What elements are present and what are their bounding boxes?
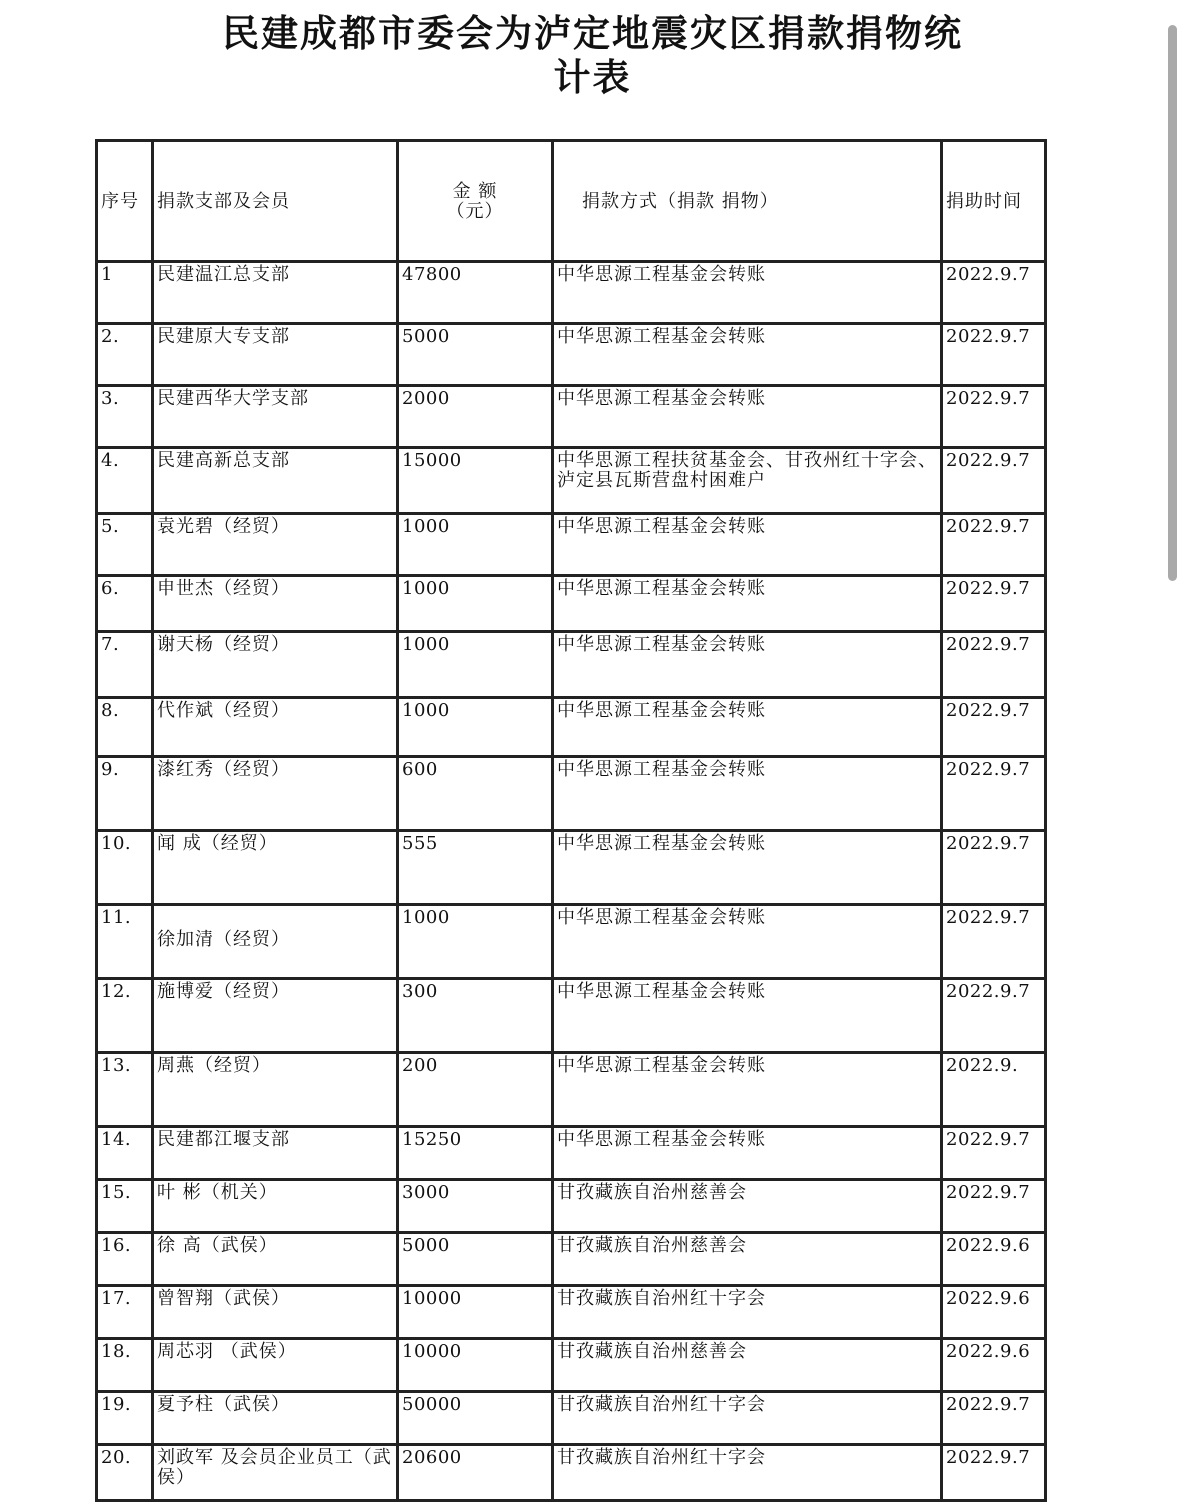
cell-amount: 10000 — [398, 1286, 553, 1339]
cell-index: 7. — [97, 632, 153, 698]
table-row — [97, 1233, 1046, 1286]
cell-date: 2022.9.7 — [942, 698, 1046, 757]
cell-date: 2022.9.6 — [942, 1286, 1046, 1339]
cell-index: 4. — [97, 448, 153, 514]
cell-index: 13. — [97, 1053, 153, 1127]
cell-branch: 周燕（经贸） — [153, 1053, 398, 1127]
table-row — [97, 386, 1046, 448]
cell-amount: 300 — [398, 979, 553, 1053]
table-row — [97, 324, 1046, 386]
cell-index: 10. — [97, 831, 153, 905]
table-row — [97, 1286, 1046, 1339]
table-row — [97, 632, 1046, 698]
cell-branch: 施博爱（经贸） — [153, 979, 398, 1053]
cell-method: 中华思源工程基金会转账 — [553, 514, 942, 576]
cell-method: 中华思源工程基金会转账 — [553, 576, 942, 632]
cell-date: 2022.9.7 — [942, 324, 1046, 386]
header-method: 捐款方式（捐款 捐物） — [553, 141, 942, 262]
table-row — [97, 1339, 1046, 1392]
cell-date: 2022.9.7 — [942, 979, 1046, 1053]
page-title — [0, 12, 1185, 100]
cell-date: 2022.9.7 — [942, 448, 1046, 514]
cell-amount: 1000 — [398, 698, 553, 757]
cell-amount: 600 — [398, 757, 553, 831]
cell-index: 1 — [97, 262, 153, 324]
cell-amount: 47800 — [398, 262, 553, 324]
table-row — [97, 576, 1046, 632]
donation-table — [95, 139, 1047, 1502]
cell-date: 2022.9.7 — [942, 831, 1046, 905]
cell-branch: 夏予柱（武侯） — [153, 1392, 398, 1445]
table-row — [97, 979, 1046, 1053]
cell-amount: 555 — [398, 831, 553, 905]
cell-date: 2022.9.7 — [942, 262, 1046, 324]
header-amount-line1: 金 额 — [452, 181, 498, 202]
cell-branch: 民建温江总支部 — [153, 262, 398, 324]
cell-date: 2022.9. — [942, 1053, 1046, 1127]
table-row — [97, 905, 1046, 979]
cell-method: 甘孜藏族自治州慈善会 — [553, 1339, 942, 1392]
cell-branch: 民建高新总支部 — [153, 448, 398, 514]
cell-date: 2022.9.7 — [942, 576, 1046, 632]
cell-date: 2022.9.7 — [942, 1392, 1046, 1445]
header-amount-line2: （元） — [446, 201, 504, 222]
cell-amount: 15250 — [398, 1127, 553, 1180]
cell-method: 中华思源工程基金会转账 — [553, 386, 942, 448]
title-line-1: 民建成都市委会为泸定地震灾区捐款捐物统 — [222, 12, 963, 55]
cell-method: 中华思源工程基金会转账 — [553, 1127, 942, 1180]
cell-index: 6. — [97, 576, 153, 632]
cell-date: 2022.9.7 — [942, 757, 1046, 831]
table-row — [97, 448, 1046, 514]
cell-date: 2022.9.7 — [942, 1180, 1046, 1233]
header-branch: 捐款支部及会员 — [153, 141, 398, 262]
cell-amount: 3000 — [398, 1180, 553, 1233]
cell-method: 中华思源工程扶贫基金会、甘孜州红十字会、泸定县瓦斯营盘村困难户 — [553, 448, 942, 514]
cell-branch: 叶 彬（机关） — [153, 1180, 398, 1233]
cell-index: 9. — [97, 757, 153, 831]
cell-amount: 1000 — [398, 514, 553, 576]
cell-index: 12. — [97, 979, 153, 1053]
cell-method: 中华思源工程基金会转账 — [553, 1053, 942, 1127]
cell-branch: 民建西华大学支部 — [153, 386, 398, 448]
cell-amount: 15000 — [398, 448, 553, 514]
cell-index: 11. — [97, 905, 153, 979]
cell-amount: 200 — [398, 1053, 553, 1127]
table-row — [97, 514, 1046, 576]
cell-index: 19. — [97, 1392, 153, 1445]
cell-index: 18. — [97, 1339, 153, 1392]
cell-date: 2022.9.7 — [942, 386, 1046, 448]
cell-index: 16. — [97, 1233, 153, 1286]
table-row — [97, 757, 1046, 831]
cell-amount: 1000 — [398, 905, 553, 979]
cell-date: 2022.9.7 — [942, 632, 1046, 698]
cell-amount: 2000 — [398, 386, 553, 448]
cell-amount: 20600 — [398, 1445, 553, 1501]
cell-index: 20. — [97, 1445, 153, 1501]
cell-branch: 周芯羽 （武侯） — [153, 1339, 398, 1392]
cell-date: 2022.9.6 — [942, 1339, 1046, 1392]
cell-branch: 漆红秀（经贸） — [153, 757, 398, 831]
cell-method: 中华思源工程基金会转账 — [553, 698, 942, 757]
cell-date: 2022.9.6 — [942, 1233, 1046, 1286]
cell-method: 甘孜藏族自治州慈善会 — [553, 1233, 942, 1286]
cell-method: 中华思源工程基金会转账 — [553, 831, 942, 905]
cell-index: 2. — [97, 324, 153, 386]
cell-branch: 曾智翔（武侯） — [153, 1286, 398, 1339]
cell-branch: 徐 高（武侯） — [153, 1233, 398, 1286]
header-amount — [398, 141, 553, 262]
cell-index: 3. — [97, 386, 153, 448]
table-row — [97, 831, 1046, 905]
cell-amount: 5000 — [398, 324, 553, 386]
cell-branch: 闻 成（经贸） — [153, 831, 398, 905]
title-line-2: 计表 — [553, 56, 632, 99]
cell-amount: 50000 — [398, 1392, 553, 1445]
table-row — [97, 698, 1046, 757]
vertical-scrollbar[interactable] — [1168, 25, 1177, 581]
cell-branch: 民建都江堰支部 — [153, 1127, 398, 1180]
cell-method: 甘孜藏族自治州红十字会 — [553, 1392, 942, 1445]
table-row — [97, 1127, 1046, 1180]
cell-branch: 申世杰（经贸） — [153, 576, 398, 632]
table-row — [97, 1180, 1046, 1233]
cell-method: 中华思源工程基金会转账 — [553, 757, 942, 831]
table-row — [97, 1445, 1046, 1501]
cell-amount: 5000 — [398, 1233, 553, 1286]
cell-branch: 代作斌（经贸） — [153, 698, 398, 757]
cell-method: 甘孜藏族自治州红十字会 — [553, 1445, 942, 1501]
cell-index: 14. — [97, 1127, 153, 1180]
cell-method: 中华思源工程基金会转账 — [553, 905, 942, 979]
cell-date: 2022.9.7 — [942, 1127, 1046, 1180]
cell-amount: 10000 — [398, 1339, 553, 1392]
cell-method: 中华思源工程基金会转账 — [553, 632, 942, 698]
table-row — [97, 262, 1046, 324]
cell-branch: 刘政军 及会员企业员工（武侯） — [153, 1445, 398, 1501]
cell-method: 中华思源工程基金会转账 — [553, 979, 942, 1053]
cell-amount: 1000 — [398, 576, 553, 632]
header-row — [97, 141, 1046, 262]
cell-date: 2022.9.7 — [942, 514, 1046, 576]
cell-index: 5. — [97, 514, 153, 576]
header-index: 序号 — [97, 141, 153, 262]
cell-index: 8. — [97, 698, 153, 757]
header-date: 捐助时间 — [942, 141, 1046, 262]
cell-date: 2022.9.7 — [942, 905, 1046, 979]
cell-amount: 1000 — [398, 632, 553, 698]
cell-branch: 民建原大专支部 — [153, 324, 398, 386]
cell-index: 17. — [97, 1286, 153, 1339]
cell-method: 中华思源工程基金会转账 — [553, 324, 942, 386]
table-row — [97, 1392, 1046, 1445]
cell-method: 甘孜藏族自治州红十字会 — [553, 1286, 942, 1339]
cell-branch: 徐加清（经贸） — [153, 905, 398, 979]
cell-date: 2022.9.7 — [942, 1445, 1046, 1501]
cell-method: 甘孜藏族自治州慈善会 — [553, 1180, 942, 1233]
cell-branch: 谢天杨（经贸） — [153, 632, 398, 698]
table-row — [97, 1053, 1046, 1127]
cell-method: 中华思源工程基金会转账 — [553, 262, 942, 324]
cell-branch: 袁光碧（经贸） — [153, 514, 398, 576]
cell-index: 15. — [97, 1180, 153, 1233]
